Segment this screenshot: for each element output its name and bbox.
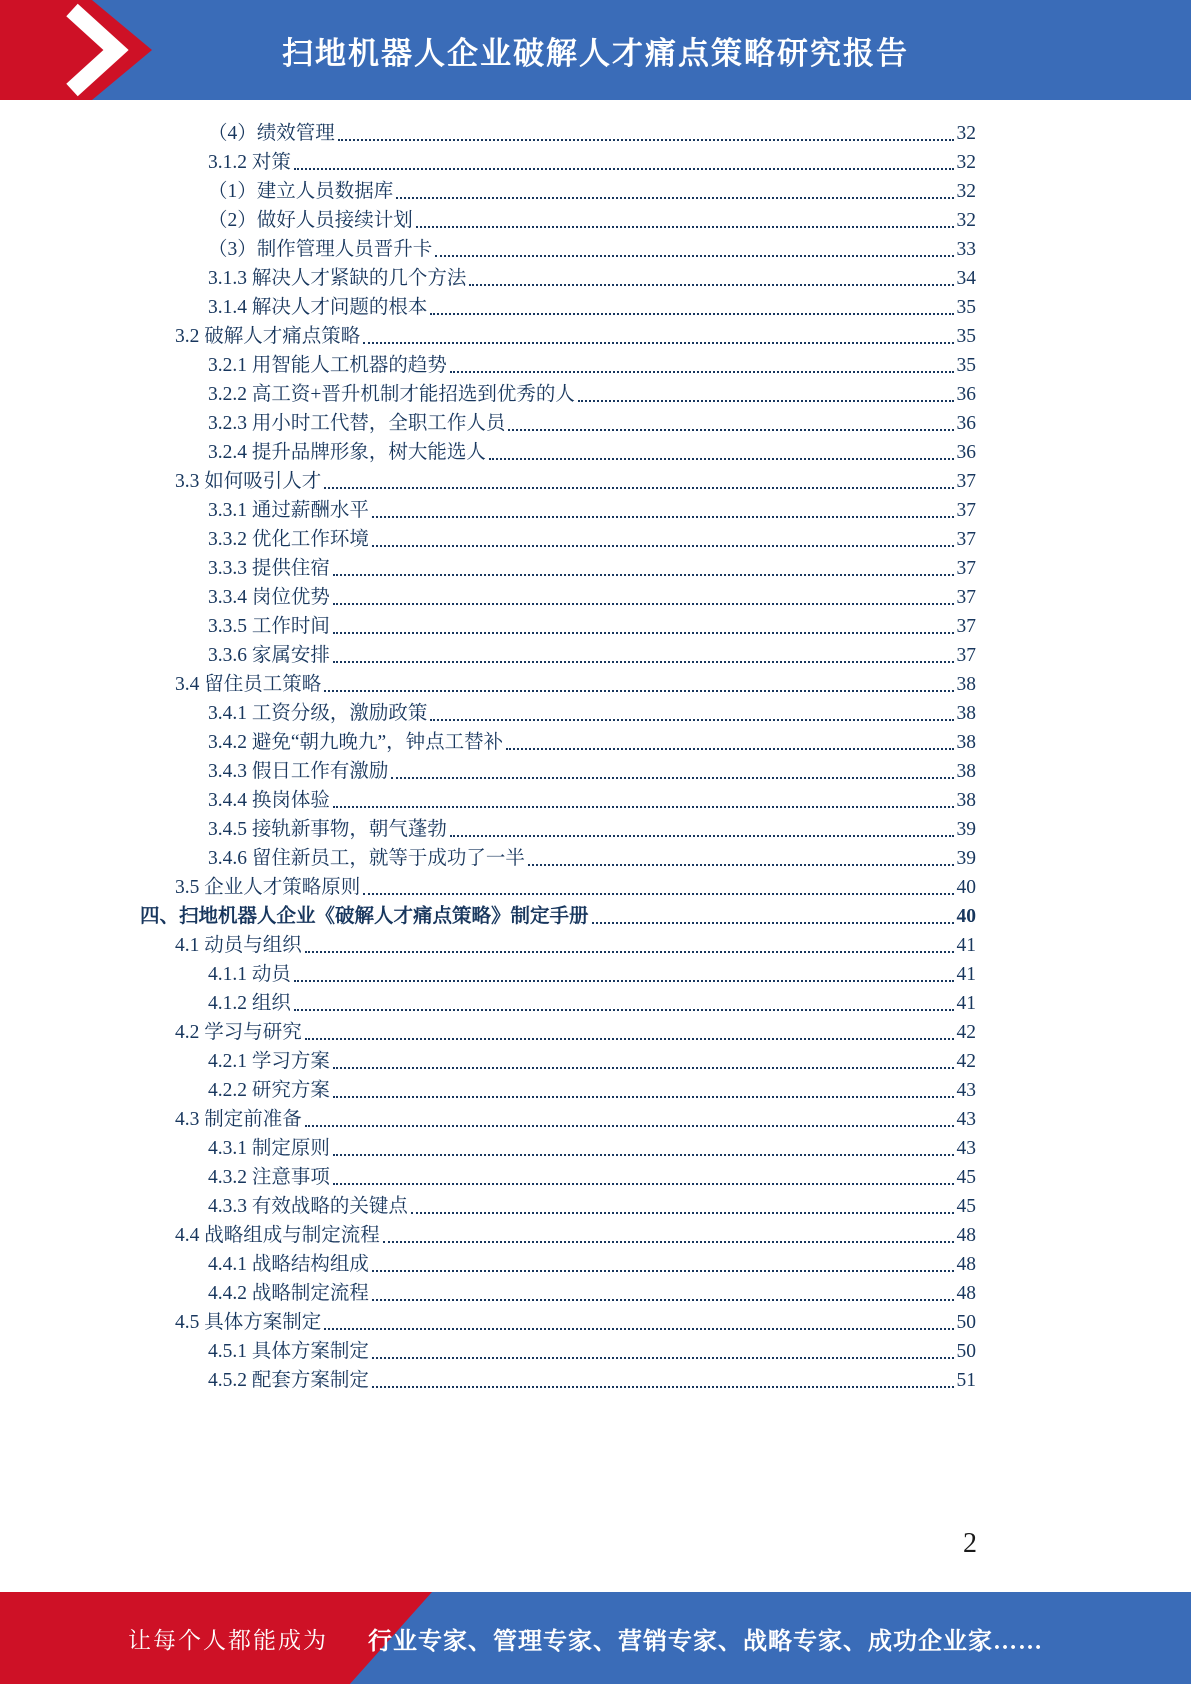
toc-leader-dots (372, 1299, 954, 1301)
toc-entry-label: 4.3.3 有效战略的关键点 (208, 1196, 408, 1217)
toc-page-number: 39 (956, 819, 976, 840)
toc-leader-dots (372, 516, 954, 518)
toc-entry-label: 4.2 学习与研究 (175, 1022, 302, 1043)
toc-page-number: 37 (956, 616, 976, 637)
toc-leader-dots (435, 255, 953, 257)
toc-leader-dots (578, 400, 954, 402)
toc-leader-dots (430, 719, 953, 721)
toc-page-number: 43 (956, 1109, 976, 1130)
toc-page-number: 37 (956, 471, 976, 492)
toc-page-number: 39 (956, 848, 976, 869)
toc-entry-label: 4.5.2 配套方案制定 (208, 1370, 369, 1391)
toc-entry-label: 3.3.6 家属安排 (208, 645, 330, 666)
toc-leader-dots (430, 313, 953, 315)
toc-leader-dots (333, 632, 954, 634)
footer-expert-list: 行业专家、管理专家、营销专家、战略专家、成功企业家…… (368, 1628, 1043, 1655)
toc-leader-dots (305, 1125, 954, 1127)
toc-entry (140, 379, 976, 408)
toc-entry-label: 3.4.4 换岗体验 (208, 790, 330, 811)
toc-entry-label: 3.4 留住员工策略 (175, 674, 322, 695)
toc-entry (140, 582, 976, 611)
toc-entry-label: 3.4.1 工资分级，激励政策 (208, 703, 428, 724)
toc-entry (140, 292, 976, 321)
toc-leader-dots (450, 371, 954, 373)
toc-entry (140, 640, 976, 669)
toc-entry (140, 930, 976, 959)
toc-leader-dots (372, 1357, 954, 1359)
toc-entry (140, 176, 976, 205)
toc-entry (140, 727, 976, 756)
toc-entry-label: （2）做好人员接续计划 (208, 210, 413, 231)
report-title: 扫地机器人企业破解人才痛点策略研究报告 (282, 35, 909, 71)
toc-page-number: 51 (956, 1370, 976, 1391)
toc-entry (140, 1075, 976, 1104)
table-of-contents (140, 118, 976, 1394)
toc-entry-label: 4.4.2 战略制定流程 (208, 1283, 369, 1304)
toc-page-number: 35 (956, 326, 976, 347)
toc-entry (140, 901, 976, 930)
toc-leader-dots (305, 1038, 954, 1040)
toc-leader-dots (506, 748, 953, 750)
toc-leader-dots (363, 893, 953, 895)
toc-entry-label: 4.2.2 研究方案 (208, 1080, 330, 1101)
toc-entry (140, 1307, 976, 1336)
toc-leader-dots (372, 1270, 954, 1272)
toc-leader-dots (333, 603, 954, 605)
toc-leader-dots (383, 1241, 954, 1243)
toc-page-number: 42 (956, 1022, 976, 1043)
toc-entry-label: 3.1.4 解决人才问题的根本 (208, 297, 428, 318)
toc-page-number: 40 (956, 877, 976, 898)
toc-entry-label: 4.4.1 战略结构组成 (208, 1254, 369, 1275)
toc-entry-label: 3.4.3 假日工作有激励 (208, 761, 389, 782)
toc-entry (140, 1046, 976, 1075)
toc-entry-label: （4）绩效管理 (208, 123, 335, 144)
toc-page-number: 50 (956, 1312, 976, 1333)
toc-entry (140, 843, 976, 872)
toc-page-number: 41 (956, 935, 976, 956)
toc-entry-label: 4.1 动员与组织 (175, 935, 302, 956)
toc-page-number: 36 (956, 442, 976, 463)
toc-entry (140, 1133, 976, 1162)
toc-entry (140, 466, 976, 495)
chevron-right-icon (0, 0, 160, 100)
toc-entry (140, 553, 976, 582)
toc-leader-dots (294, 1009, 954, 1011)
toc-leader-dots (333, 1154, 954, 1156)
toc-entry (140, 321, 976, 350)
toc-leader-dots (294, 168, 954, 170)
toc-leader-dots (450, 835, 954, 837)
footer-slogan: 让每个人都能成为 (128, 1626, 328, 1653)
toc-entry-label: （1）建立人员数据库 (208, 181, 394, 202)
toc-entry-label: 4.3.2 注意事项 (208, 1167, 330, 1188)
toc-entry-label: 4.2.1 学习方案 (208, 1051, 330, 1072)
toc-leader-dots (592, 922, 954, 924)
toc-entry-label: 4.1.2 组织 (208, 993, 291, 1014)
toc-leader-dots (396, 197, 953, 199)
toc-entry-label: 3.1.2 对策 (208, 152, 291, 173)
toc-leader-dots (528, 864, 954, 866)
toc-entry (140, 205, 976, 234)
toc-entry (140, 669, 976, 698)
toc-entry-label: 3.3.5 工作时间 (208, 616, 330, 637)
toc-leader-dots (333, 1183, 954, 1185)
toc-page-number: 32 (956, 181, 976, 202)
toc-entry-label: 4.3.1 制定原则 (208, 1138, 330, 1159)
toc-entry-label: 4.1.1 动员 (208, 964, 291, 985)
toc-page-number: 41 (956, 993, 976, 1014)
toc-leader-dots (333, 806, 954, 808)
toc-leader-dots (372, 545, 954, 547)
toc-entry (140, 350, 976, 379)
toc-page-number: 32 (956, 210, 976, 231)
toc-page-number: 42 (956, 1051, 976, 1072)
toc-page-number: 40 (956, 906, 976, 927)
toc-page-number: 45 (956, 1167, 976, 1188)
toc-leader-dots (333, 1067, 954, 1069)
toc-entry-label: 4.5 具体方案制定 (175, 1312, 322, 1333)
toc-entry-label: 3.3.3 提供住宿 (208, 558, 330, 579)
toc-entry (140, 756, 976, 785)
toc-page-number: 37 (956, 645, 976, 666)
toc-entry-label: 3.2.2 高工资+晋升机制才能招选到优秀的人 (208, 384, 575, 405)
toc-entry-label: 3.4.6 留住新员工，就等于成功了一半 (208, 848, 525, 869)
toc-entry (140, 524, 976, 553)
toc-entry (140, 611, 976, 640)
toc-page-number: 32 (956, 123, 976, 144)
toc-page-number: 48 (956, 1254, 976, 1275)
toc-entry (140, 1249, 976, 1278)
toc-entry (140, 408, 976, 437)
toc-entry (140, 959, 976, 988)
toc-page-number: 50 (956, 1341, 976, 1362)
page-number: 2 (963, 1528, 977, 1559)
toc-entry (140, 1278, 976, 1307)
toc-entry (140, 814, 976, 843)
toc-entry-label: 3.5 企业人才策略原则 (175, 877, 361, 898)
toc-entry-label: 3.2.4 提升品牌形象，树大能选人 (208, 442, 486, 463)
toc-page-number: 37 (956, 500, 976, 521)
toc-page-number: 33 (956, 239, 976, 260)
toc-leader-dots (391, 777, 953, 779)
toc-entry-label: （3）制作管理人员晋升卡 (208, 239, 433, 260)
toc-page-number: 36 (956, 413, 976, 434)
toc-entry (140, 263, 976, 292)
toc-entry (140, 872, 976, 901)
toc-leader-dots (489, 458, 954, 460)
toc-page-number: 38 (956, 703, 976, 724)
toc-entry (140, 1336, 976, 1365)
toc-entry (140, 1365, 976, 1394)
toc-entry-label: 3.4.5 接轨新事物，朝气蓬勃 (208, 819, 447, 840)
toc-leader-dots (305, 951, 954, 953)
toc-entry-label: 3.3.1 通过薪酬水平 (208, 500, 369, 521)
toc-leader-dots (333, 1096, 954, 1098)
toc-page-number: 48 (956, 1283, 976, 1304)
toc-entry-label: 3.4.2 避免“朝九晚九”，钟点工替补 (208, 732, 504, 753)
toc-entry (140, 495, 976, 524)
toc-leader-dots (372, 1386, 954, 1388)
toc-entry-label: 3.3.4 岗位优势 (208, 587, 330, 608)
toc-entry-label: 3.1.3 解决人才紧缺的几个方法 (208, 268, 467, 289)
toc-leader-dots (324, 690, 953, 692)
toc-entry (140, 1191, 976, 1220)
toc-leader-dots (333, 661, 954, 663)
toc-entry (140, 147, 976, 176)
page-header (0, 0, 1191, 100)
toc-leader-dots (294, 980, 954, 982)
toc-entry (140, 698, 976, 727)
toc-entry (140, 1017, 976, 1046)
toc-entry (140, 988, 976, 1017)
toc-entry (140, 1220, 976, 1249)
toc-leader-dots (469, 284, 953, 286)
page-footer (0, 1592, 1191, 1684)
toc-page-number: 36 (956, 384, 976, 405)
toc-entry (140, 1104, 976, 1133)
toc-page-number: 38 (956, 790, 976, 811)
toc-entry-label: 3.2.1 用智能人工机器的趋势 (208, 355, 447, 376)
toc-page-number: 38 (956, 732, 976, 753)
toc-page-number: 48 (956, 1225, 976, 1246)
toc-leader-dots (338, 139, 954, 141)
toc-entry-label: 四、扫地机器人企业《破解人才痛点策略》制定手册 (140, 906, 589, 927)
toc-entry-label: 4.5.1 具体方案制定 (208, 1341, 369, 1362)
toc-page-number: 35 (956, 355, 976, 376)
toc-page-number: 37 (956, 558, 976, 579)
toc-page-number: 34 (956, 268, 976, 289)
toc-leader-dots (333, 574, 954, 576)
toc-page-number: 43 (956, 1138, 976, 1159)
toc-leader-dots (411, 1212, 954, 1214)
toc-entry (140, 234, 976, 263)
toc-entry (140, 118, 976, 147)
toc-entry (140, 785, 976, 814)
toc-page-number: 38 (956, 761, 976, 782)
toc-page-number: 35 (956, 297, 976, 318)
toc-entry (140, 1162, 976, 1191)
toc-leader-dots (324, 487, 953, 489)
toc-page-number: 41 (956, 964, 976, 985)
toc-entry-label: 3.2 破解人才痛点策略 (175, 326, 361, 347)
toc-page-number: 32 (956, 152, 976, 173)
toc-page-number: 38 (956, 674, 976, 695)
toc-entry-label: 3.3.2 优化工作环境 (208, 529, 369, 550)
toc-entry-label: 4.4 战略组成与制定流程 (175, 1225, 380, 1246)
toc-page-number: 43 (956, 1080, 976, 1101)
toc-entry-label: 3.2.3 用小时工代替，全职工作人员 (208, 413, 506, 434)
toc-page-number: 37 (956, 529, 976, 550)
toc-leader-dots (363, 342, 953, 344)
toc-page-number: 37 (956, 587, 976, 608)
toc-leader-dots (324, 1328, 953, 1330)
toc-entry-label: 4.3 制定前准备 (175, 1109, 302, 1130)
toc-entry-label: 3.3 如何吸引人才 (175, 471, 322, 492)
toc-page-number: 45 (956, 1196, 976, 1217)
toc-leader-dots (508, 429, 953, 431)
toc-entry (140, 437, 976, 466)
toc-leader-dots (416, 226, 954, 228)
